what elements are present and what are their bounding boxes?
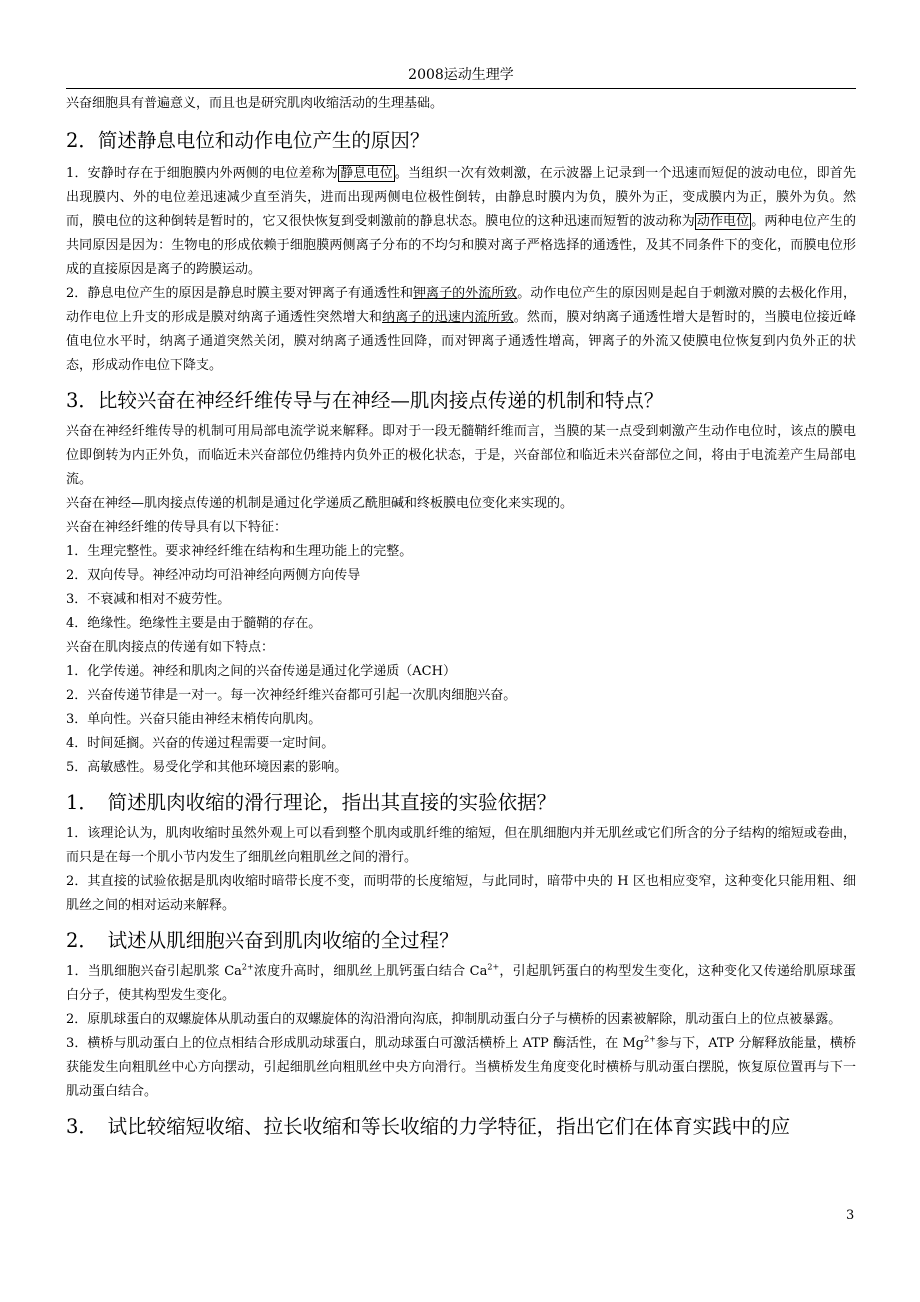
q4-paragraph-2: 2．其直接的试验依据是肌肉收缩时暗带长度不变，而明带的长度缩短，与此同时，暗带中央的 H 区也相应变窄，这种变化只能用粗、细肌丝之间的相对运动来解释。 <box>66 874 856 913</box>
text: ，引起肌钙蛋白的构型发生变化，这种变化又传递给肌原球蛋白分子，使其构型发生变化。 <box>66 964 856 1003</box>
underlined-term-sodium: 纳离子的迅速内流所致 <box>382 310 514 325</box>
heading-q4: 1． 简述肌肉收缩的滑行理论，指出其直接的实验依据？ <box>66 791 557 814</box>
heading-q5: 2． 试述从肌细胞兴奋到肌肉收缩的全过程？ <box>66 929 459 952</box>
list-item: 2．双向传导。神经冲动均可沿神经向两侧方向传导 <box>66 568 361 583</box>
q2-paragraph-2 <box>66 282 856 378</box>
superscript: 2+ <box>644 1034 656 1044</box>
text: 。两种电位产生的共同原因是因为：生物电的形成依赖于细胞膜两侧离子分布的不均匀和膜对离子严格选择的通透性，及其不同条件下的变化，而膜电位形成的直接原因是离子的跨膜运动。 <box>66 214 856 277</box>
boxed-term-resting-potential: 静息电位 <box>340 166 393 181</box>
boxed-term-action-potential: 动作电位 <box>696 214 750 229</box>
list-item: 4．时间延搁。兴奋的传递过程需要一定时间。 <box>66 736 335 751</box>
running-header: 2008运动生理学 <box>408 67 514 83</box>
list-item: 4．绝缘性。绝缘性主要是由于髓鞘的存在。 <box>66 616 322 631</box>
q3-paragraph-4: 兴奋在肌肉接点的传递有如下特点： <box>66 640 275 655</box>
text: 。然而，膜对纳离子通透性增大是暂时的，当膜电位接近峰值电位水平时，纳离子通道突然关闭，膜对纳离子通透性回降，而对钾离子通透性增高，钾离子的外流又使膜电位恢复到内负外正的状态，形成动作电位下降支。 <box>66 310 856 373</box>
q4-paragraph-1: 1．该理论认为，肌肉收缩时虽然外观上可以看到整个肌肉或肌纤维的缩短，但在肌细胞内并无肌丝或它们所含的分子结构的缩短或卷曲，而只是在每一个肌小节内发生了细肌丝向粗肌丝之间的滑行。 <box>66 826 856 865</box>
list-item: 1．化学传递。神经和肌肉之间的兴奋传递是通过化学递质（ACH） <box>66 664 456 679</box>
text: 浓度升高时，细肌丝上肌钙蛋白结合 Ca <box>253 964 488 979</box>
list-item: 2．兴奋传递节律是一对一。每一次神经纤维兴奋都可引起一次肌肉细胞兴奋。 <box>66 688 517 703</box>
text: 。动作电位产生的原因则是起自于刺激对膜的去极化作用，动作电位上升支的形成是膜对纳离子通透性突然增大和 <box>66 286 856 325</box>
q3-paragraph-1: 兴奋在神经纤维传导的机制可用局部电流学说来解释。即对于一段无髓鞘纤维而言，当膜的某一点受到刺激产生动作电位时，该点的膜电位即倒转为内正外负，而临近未兴奋部位仍维持内负外正的极化状态，于是，兴奋部位和临近未兴奋部位之间，将由于电流差产生局部电流。 <box>66 424 856 487</box>
list-item: 3．不衰减和相对不疲劳性。 <box>66 592 231 607</box>
text: 。当组织一次有效刺激，在示波器上记录到一个迅速而短促的波动电位，即首先出现膜内、外的电位差迅速减少直至消失，进而出现两侧电位极性倒转，由静息时膜内为负，膜外为正，变成膜内为正，膜外为负。然而，膜电位的这种倒转是暂时的，它又很快恢复到受刺激前的静息状态。膜电位的这种迅速而短暂的波动称为 <box>66 166 856 229</box>
superscript: 2+ <box>241 962 254 972</box>
list-item: 1．生理完整性。要求神经纤维在结构和生理功能上的完整。 <box>66 544 413 559</box>
q2-paragraph-1 <box>66 162 856 282</box>
header-rule <box>66 88 856 89</box>
heading-q6: 3． 试比较缩短收缩、拉长收缩和等长收缩的力学特征，指出它们在体育实践中的应 <box>66 1115 791 1138</box>
q3-paragraph-2: 兴奋在神经—肌肉接点传递的机制是通过化学递质乙酰胆碱和终板膜电位变化来实现的。 <box>66 496 574 511</box>
page-number: 3 <box>846 1208 855 1223</box>
q5-paragraph-1 <box>66 960 856 1008</box>
intro-line: 兴奋细胞具有普遍意义，而且也是研究肌肉收缩活动的生理基础。 <box>66 96 444 111</box>
document-body <box>66 92 856 1146</box>
heading-q3: 3．比较兴奋在神经纤维传导与在神经—肌肉接点传递的机制和特点？ <box>66 389 664 412</box>
list-item: 5．高敏感性。易受化学和其他环境因素的影响。 <box>66 760 348 775</box>
superscript: 2+ <box>487 962 500 972</box>
text: 2．静息电位产生的原因是静息时膜主要对钾离子有通透性和 <box>66 286 414 301</box>
q5-paragraph-2: 2．原肌球蛋白的双螺旋体从肌动蛋白的双螺旋体的沟沿滑向沟底，抑制肌动蛋白分子与横桥的因素被解除，肌动蛋白上的位点被暴露。 <box>66 1012 842 1027</box>
q3-paragraph-3: 兴奋在神经纤维的传导具有以下特征： <box>66 520 288 535</box>
text: 1．安静时存在于细胞膜内外两侧的电位差称为 <box>66 166 339 181</box>
q5-paragraph-3 <box>66 1032 856 1104</box>
heading-q2: 2．简述静息电位和动作电位产生的原因？ <box>66 129 430 152</box>
list-item: 3．单向性。兴奋只能由神经末梢传向肌肉。 <box>66 712 322 727</box>
text: 3．横桥与肌动蛋白上的位点相结合形成肌动球蛋白，肌动球蛋白可激活横桥上 ATP 酶活性，在 Mg <box>66 1036 645 1051</box>
underlined-term-potassium: 钾离子的外流所致 <box>413 286 518 301</box>
text: 参与下，ATP 分解释放能量，横桥获能发生向粗肌丝中心方向摆动，引起细肌丝向粗肌丝中央方向滑行。当横桥发生角度变化时横桥与肌动蛋白摆脱，恢复原位置再与下一肌动蛋白结合。 <box>66 1036 856 1099</box>
text: 1．当肌细胞兴奋引起肌浆 Ca <box>66 964 242 979</box>
